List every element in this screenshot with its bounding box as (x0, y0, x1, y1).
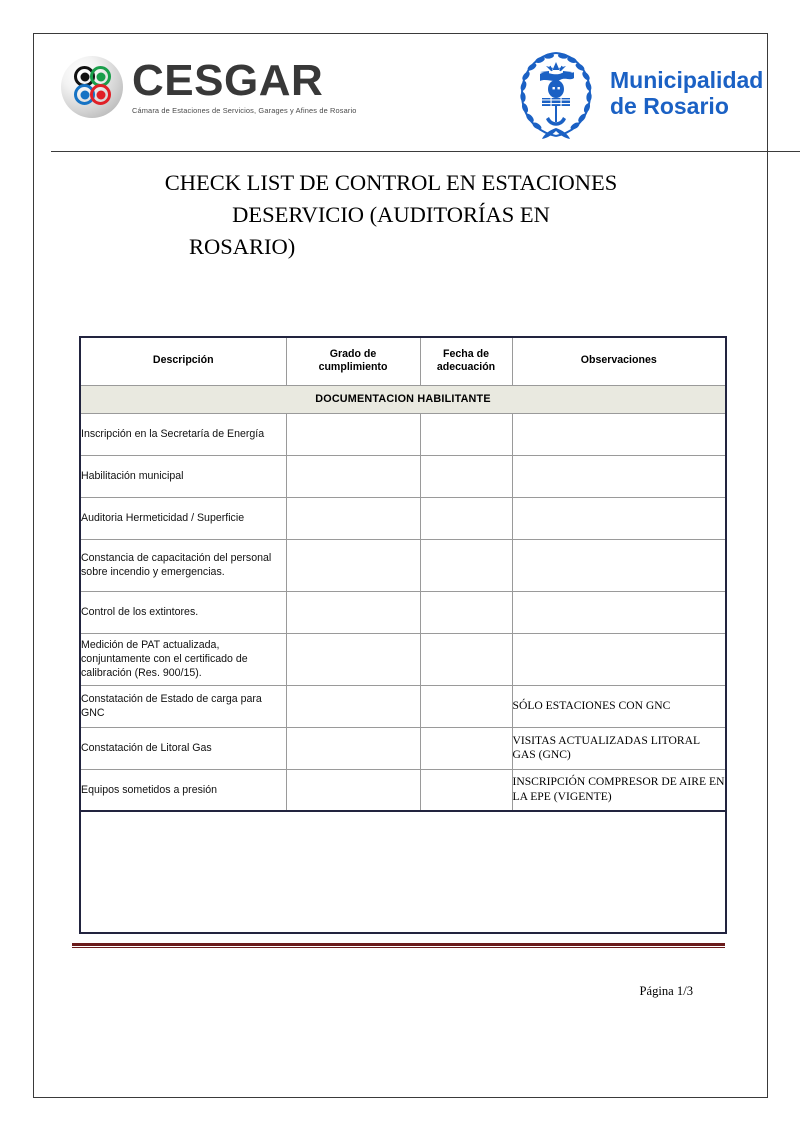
column-header-fecha-line-1: Fecha de (443, 347, 489, 360)
table-row (80, 591, 726, 633)
table-body (80, 385, 726, 933)
row-fecha-cell[interactable] (420, 591, 512, 633)
page-title-line-2: DESERVICIO (AUDITORÍAS EN (232, 201, 550, 227)
page-number: Página 1/3 (639, 984, 693, 998)
row-observaciones-cell[interactable]: VISITAS ACTUALIZADAS LITORAL GAS (GNC) (512, 727, 726, 769)
table-header (80, 337, 726, 385)
column-header-descripcion: Descripción (80, 337, 286, 385)
table-blank-area-cell[interactable] (80, 811, 726, 933)
table-blank-area-row (80, 811, 726, 933)
row-fecha-cell[interactable] (420, 633, 512, 685)
section-title-documentacion-habilitante: DOCUMENTACION HABILITANTE (80, 385, 726, 413)
row-descripcion: Medición de PAT actualizada, conjuntamente con el certificado de calibración (Res. 900/15). (80, 633, 286, 685)
row-fecha-cell[interactable] (420, 685, 512, 727)
row-observaciones-cell[interactable] (512, 591, 726, 633)
table-row (80, 727, 726, 769)
page-title (91, 167, 691, 263)
row-fecha-cell[interactable] (420, 769, 512, 811)
table-header-row (80, 337, 726, 385)
row-descripcion: Inscripción en la Secretaría de Energía (80, 413, 286, 455)
row-grado-cell[interactable] (286, 685, 420, 727)
row-descripcion: Constatación de Estado de carga para GNC (80, 685, 286, 727)
row-fecha-cell[interactable] (420, 413, 512, 455)
page-title-line-1: CHECK LIST DE CONTROL EN ESTACIONES (164, 170, 618, 195)
cesgar-tagline: Cámara de Estaciones de Servicios, Garages y Afines de Rosario (132, 105, 357, 115)
row-grado-cell[interactable] (286, 633, 420, 685)
footer-divider (72, 943, 725, 949)
row-descripcion: Control de los extintores. (80, 591, 286, 633)
row-descripcion: Equipos sometidos a presión (80, 769, 286, 811)
rosario-coat-of-arms-icon (512, 46, 600, 142)
cesgar-wordmark (132, 56, 357, 115)
document-page (33, 33, 768, 1098)
row-observaciones-cell[interactable]: INSCRIPCIÓN COMPRESOR DE AIRE EN LA EPE (VIGENTE) (512, 769, 726, 811)
row-grado-cell[interactable] (286, 769, 420, 811)
cesgar-four-ring-logo-icon (61, 56, 123, 118)
row-fecha-cell[interactable] (420, 455, 512, 497)
municipalidad-line-2: de Rosario (610, 93, 729, 119)
row-grado-cell[interactable] (286, 455, 420, 497)
row-grado-cell[interactable] (286, 497, 420, 539)
table-row (80, 413, 726, 455)
table-row (80, 633, 726, 685)
row-observaciones-cell[interactable] (512, 455, 726, 497)
row-descripcion: Constancia de capacitación del personal sobre incendio y emergencias. (80, 539, 286, 591)
ring-red-icon (90, 84, 111, 105)
row-fecha-cell[interactable] (420, 539, 512, 591)
row-descripcion: Auditoria Hermeticidad / Superficie (80, 497, 286, 539)
row-observaciones-cell[interactable] (512, 497, 726, 539)
row-descripcion: Constatación de Litoral Gas (80, 727, 286, 769)
row-grado-cell[interactable] (286, 727, 420, 769)
row-grado-cell[interactable] (286, 413, 420, 455)
footer-divider-thin-bar (72, 947, 725, 948)
header-divider (51, 151, 800, 152)
table-row (80, 455, 726, 497)
table-row (80, 685, 726, 727)
table-section-row (80, 385, 726, 413)
column-header-observaciones: Observaciones (512, 337, 726, 385)
row-observaciones-cell[interactable] (512, 413, 726, 455)
row-observaciones-cell[interactable]: SÓLO ESTACIONES CON GNC (512, 685, 726, 727)
document-header (34, 34, 767, 151)
table-row (80, 497, 726, 539)
column-header-fecha-line-2: adecuación (436, 361, 496, 374)
column-header-grado-line-1: Grado de (329, 347, 377, 360)
row-grado-cell[interactable] (286, 539, 420, 591)
checklist-table (79, 336, 727, 934)
row-grado-cell[interactable] (286, 591, 420, 633)
row-observaciones-cell[interactable] (512, 539, 726, 591)
table-row (80, 769, 726, 811)
row-observaciones-cell[interactable] (512, 633, 726, 685)
column-header-grado-line-2: cumplimiento (318, 361, 388, 374)
cesgar-logo (61, 56, 357, 118)
column-header-fecha-adecuacion (420, 337, 512, 385)
row-fecha-cell[interactable] (420, 497, 512, 539)
column-header-grado-cumplimiento (286, 337, 420, 385)
municipalidad-wordmark (610, 68, 763, 120)
municipalidad-logo (512, 46, 763, 142)
row-fecha-cell[interactable] (420, 727, 512, 769)
cesgar-name: CESGAR (132, 56, 324, 106)
row-descripcion: Habilitación municipal (80, 455, 286, 497)
table-row (80, 539, 726, 591)
municipalidad-line-1: Municipalidad (610, 67, 764, 94)
page-title-line-3: ROSARIO) (189, 233, 296, 259)
